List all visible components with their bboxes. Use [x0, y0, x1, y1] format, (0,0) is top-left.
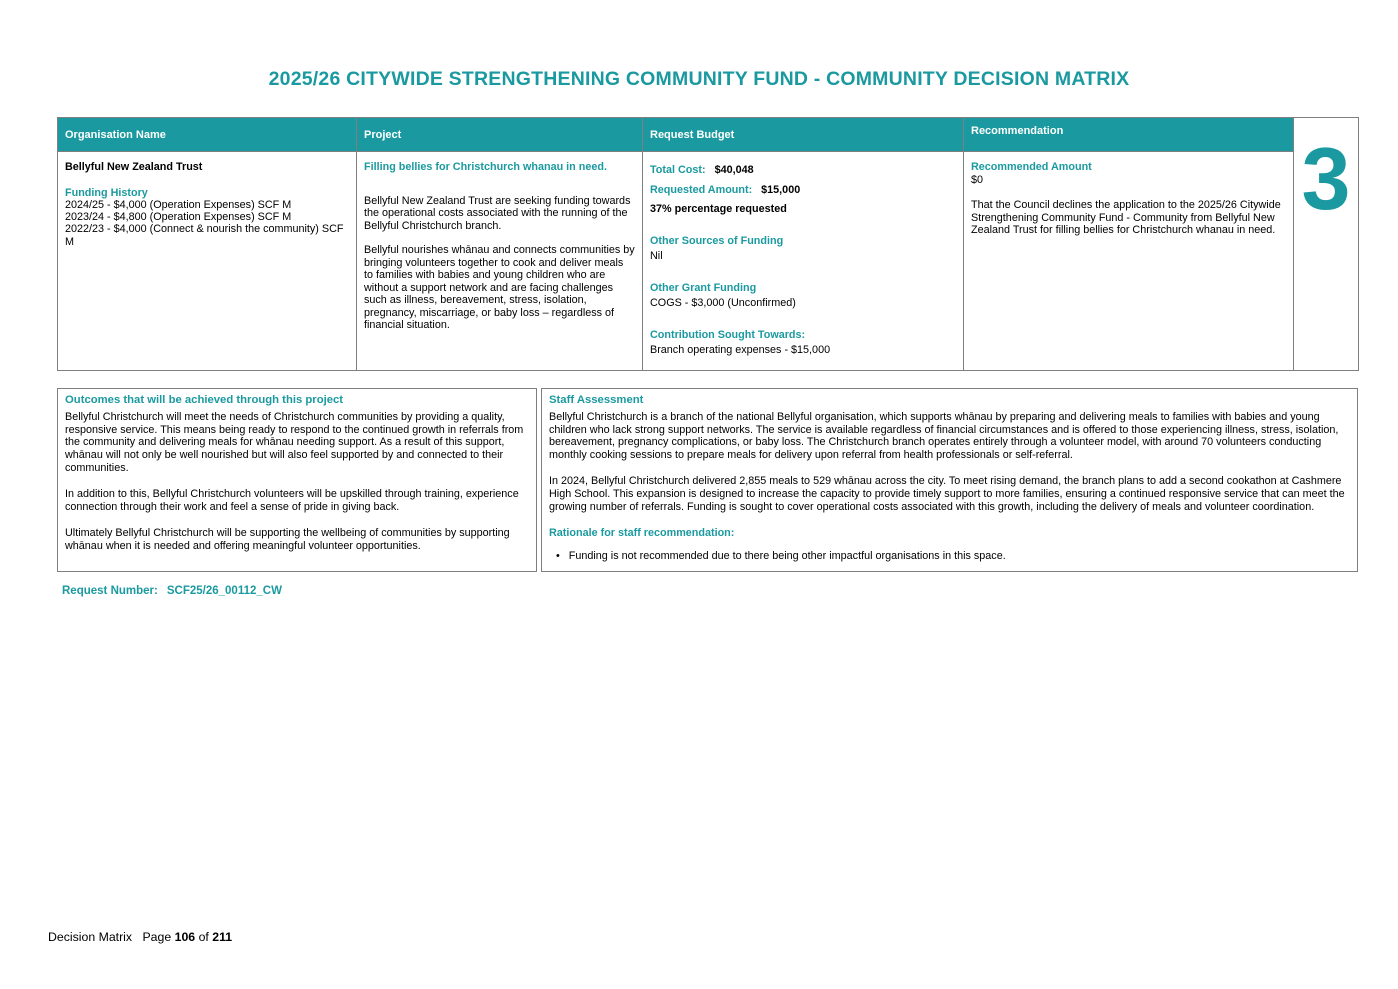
column-header-organisation-name: Organisation Name [58, 118, 357, 152]
requested-amount-value: $15,000 [761, 183, 801, 196]
organisation-name: Bellyful New Zealand Trust [65, 161, 203, 173]
outcomes-paragraph: Bellyful Christchurch will meet the needs of Christchurch communities by providing a quality, responsive service. This means being ready to respond to the continued growth in referrals from the community and delivering meals for whānau needing support. As a result of this support, whānau will not only be well nourished but will also feel supported by and connected to their communities. [65, 410, 524, 475]
request-budget-cell [643, 152, 964, 371]
staff-assessment-title: Staff Assessment [549, 394, 644, 406]
footer-total-pages: 211 [212, 930, 233, 944]
funding-history-entry: 2024/25 - $4,000 (Operation Expenses) SCF M [65, 199, 292, 212]
contribution-sought-section [650, 329, 956, 357]
column-header-recommendation: Recommendation [964, 118, 1294, 152]
request-number-value: SCF25/26_00112_CW [166, 585, 282, 597]
contribution-sought-label: Contribution Sought Towards: [650, 328, 806, 341]
other-sources-label: Other Sources of Funding [650, 234, 784, 247]
recommended-amount-value: $0 [971, 173, 984, 186]
project-description-paragraph: Bellyful nourishes whānau and connects communities by bringing volunteers together to cook and deliver meals to families with babies and young children who are without a support network and are facing challenges such as illness, bereavement, stress, isolation, pregnancy, miscarriage, or baby loss – regardless of financial situation. [364, 244, 635, 332]
page-title: 2025/26 CITYWIDE STRENGTHENING COMMUNITY FUND - COMMUNITY DECISION MATRIX [268, 68, 1130, 90]
funding-history-entry: 2023/24 - $4,800 (Operation Expenses) SCF M [65, 211, 292, 224]
other-grant-funding-label: Other Grant Funding [650, 281, 757, 294]
project-description-paragraph: Bellyful New Zealand Trust are seeking funding towards the operational costs associated with the running of the Bellyful Christchurch branch. [364, 194, 631, 232]
recommended-amount-label: Recommended Amount [971, 161, 1092, 173]
other-grant-section [650, 282, 956, 310]
footer-doc-name: Decision Matrix [48, 930, 133, 944]
staff-assessment-paragraph: In 2024, Bellyful Christchurch delivered 2,855 meals to 529 whānau across the city. To meet rising demand, the branch plans to add a second cookathon at Cashmere High School. This expansion is designed to increase the capacity to provide timely support to more families, ensuring a continued responsive service that can meet the growing number of referrals. Funding is sought to cover operational costs associated with this growth, including the delivery of meals and volunteer coordination. [549, 475, 1345, 514]
total-cost-value: $40,048 [714, 164, 754, 176]
rationale-bullet-item [549, 550, 1349, 563]
outcomes-paragraph: In addition to this, Bellyful Christchurch volunteers will be upskilled through training, experience connection through their work and feel a sense of pride in giving back. [65, 488, 519, 514]
total-cost-row [650, 164, 956, 177]
funding-history-label: Funding History [65, 186, 148, 199]
request-number-label: Request Number: [62, 585, 158, 597]
staff-assessment-box [541, 388, 1358, 572]
percentage-requested: 37% percentage requested [650, 203, 787, 216]
recommendation-cell [964, 152, 1294, 371]
column-header-request-budget: Request Budget [643, 118, 964, 152]
requested-amount-row [650, 184, 956, 197]
project-cell [357, 152, 643, 371]
organisation-cell [58, 152, 357, 371]
rationale-bullet-text: Funding is not recommended due to there being other impactful organisations in this space. [568, 550, 1006, 563]
column-header-project: Project [357, 118, 643, 152]
footer-page-label: Page [142, 930, 172, 944]
other-sources-value: Nil [650, 250, 663, 263]
decision-matrix-table [57, 117, 1359, 371]
total-cost-label: Total Cost: [650, 164, 706, 176]
project-title: Filling bellies for Christchurch whanau in need. [364, 161, 607, 173]
funding-history-entry: 2022/23 - $4,000 (Connect & nourish the community) SCF M [65, 223, 344, 248]
footer-of-label: of [198, 930, 209, 944]
request-number [62, 585, 282, 597]
requested-amount-label: Requested Amount: [650, 183, 753, 196]
other-grant-funding-value: COGS - $3,000 (Unconfirmed) [650, 297, 796, 310]
staff-assessment-paragraph: Bellyful Christchurch is a branch of the national Bellyful organisation, which supports whānau by preparing and delivering meals to families with babies and young children who lack strong support networks. The service is available regardless of financial circumstances and is offered to those experiencing illness, stress, isolation, bereavement, pregnancy complications, or baby loss. The Christchurch branch operates entirely through a volunteer model, with around 70 volunteers conducting monthly cooking sessions to prepare meals for delivery upon referral from health professionals or self-referral. [549, 410, 1339, 462]
outcomes-box [57, 388, 537, 572]
outcomes-paragraph: Ultimately Bellyful Christchurch will be supporting the wellbeing of communities by supporting whānau when it is needed and offering meaningful volunteer opportunities. [65, 527, 510, 553]
bullet-icon: • [556, 550, 560, 563]
rating-cell [1294, 118, 1359, 371]
recommendation-text: That the Council declines the application to the 2025/26 Citywide Strengthening Community Fund - Community from Bellyful New Zealand Trust for filling bellies for Christchurch whanau in need. [971, 199, 1281, 237]
footer-page-number: 106 [174, 930, 196, 944]
priority-rating-number: 3 [1301, 129, 1351, 228]
recommended-amount-block [971, 161, 1286, 186]
contribution-sought-value: Branch operating expenses - $15,000 [650, 344, 831, 357]
outcomes-title: Outcomes that will be achieved through this project [65, 394, 344, 406]
other-sources-section [650, 235, 956, 263]
page-footer [48, 930, 232, 944]
rationale-label: Rationale for staff recommendation: [549, 527, 735, 540]
